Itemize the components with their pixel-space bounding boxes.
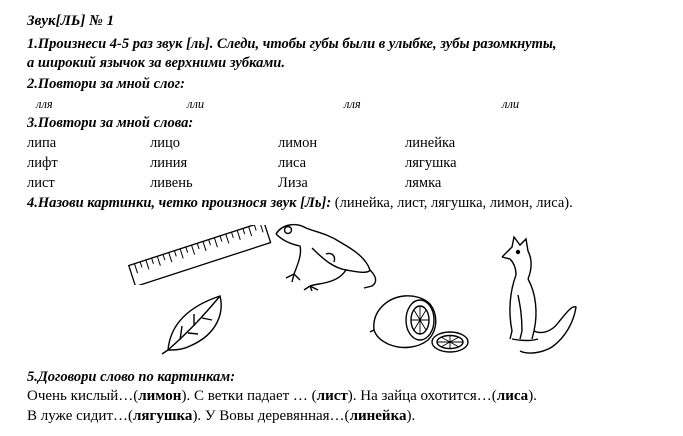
word-cell: лицо xyxy=(150,135,181,151)
text-run: ). xyxy=(528,388,537,404)
syllable: лли xyxy=(187,97,205,111)
task1-line1: 1.Произнеси 4-5 раз звук [ль]. Следи, чтобы губы были в улыбке, зубы разомкнуты, xyxy=(27,36,557,52)
task2-heading: 2.Повтори за мной слог: xyxy=(27,76,185,92)
answer-word: лиса xyxy=(496,388,529,404)
word-cell: Лиза xyxy=(278,175,308,191)
text-run: ). У Вовы деревянная…( xyxy=(192,408,350,424)
fox-icon xyxy=(492,235,577,360)
answer-word: лимон xyxy=(138,388,182,404)
answer-word: лист xyxy=(316,388,348,404)
word-cell: лист xyxy=(27,175,55,191)
word-cell: лиса xyxy=(278,155,307,171)
task4-heading: 4.Назови картинки, четко произнося звук [Ль]: xyxy=(27,195,332,211)
text-run: ). xyxy=(406,408,416,424)
task4-words: (линейка, лист, лягушка, лимон, лиса). xyxy=(331,195,573,211)
word-cell: линия xyxy=(150,155,188,171)
task1-line2: а широкий язычок за верхними зубками. xyxy=(27,55,285,71)
word-cell: ливень xyxy=(150,175,193,191)
page-title: Звук[ЛЬ] № 1 xyxy=(27,13,115,29)
answer-word: лягушка xyxy=(133,408,193,424)
frog-icon xyxy=(272,220,382,292)
leaf-icon xyxy=(160,290,235,355)
syllable: лля xyxy=(36,97,53,111)
word-cell: лимон xyxy=(278,135,318,151)
text-run: ). На зайца охотится…( xyxy=(347,388,497,404)
lemon-icon xyxy=(368,290,478,358)
word-cell: лямка xyxy=(405,175,442,191)
answer-word: линейка xyxy=(349,408,407,424)
task4-line xyxy=(27,195,573,211)
task5-line1 xyxy=(27,389,537,404)
text-run: Очень кислый…( xyxy=(27,388,139,404)
task3-heading: 3.Повтори за мной слова: xyxy=(27,115,194,131)
text-run: В луже сидит…( xyxy=(27,408,134,424)
text-run: ). С ветки падает … ( xyxy=(181,388,317,404)
word-cell: лягушка xyxy=(405,155,457,171)
word-cell: линейка xyxy=(405,135,456,151)
task5-heading: 5.Договори слово по картинкам: xyxy=(27,369,236,385)
word-cell: липа xyxy=(27,135,57,151)
syllable: лли xyxy=(502,97,520,111)
task5-line2 xyxy=(27,409,415,424)
ruler-icon xyxy=(125,225,275,285)
word-cell: лифт xyxy=(27,155,58,171)
syllable: лля xyxy=(344,97,361,111)
